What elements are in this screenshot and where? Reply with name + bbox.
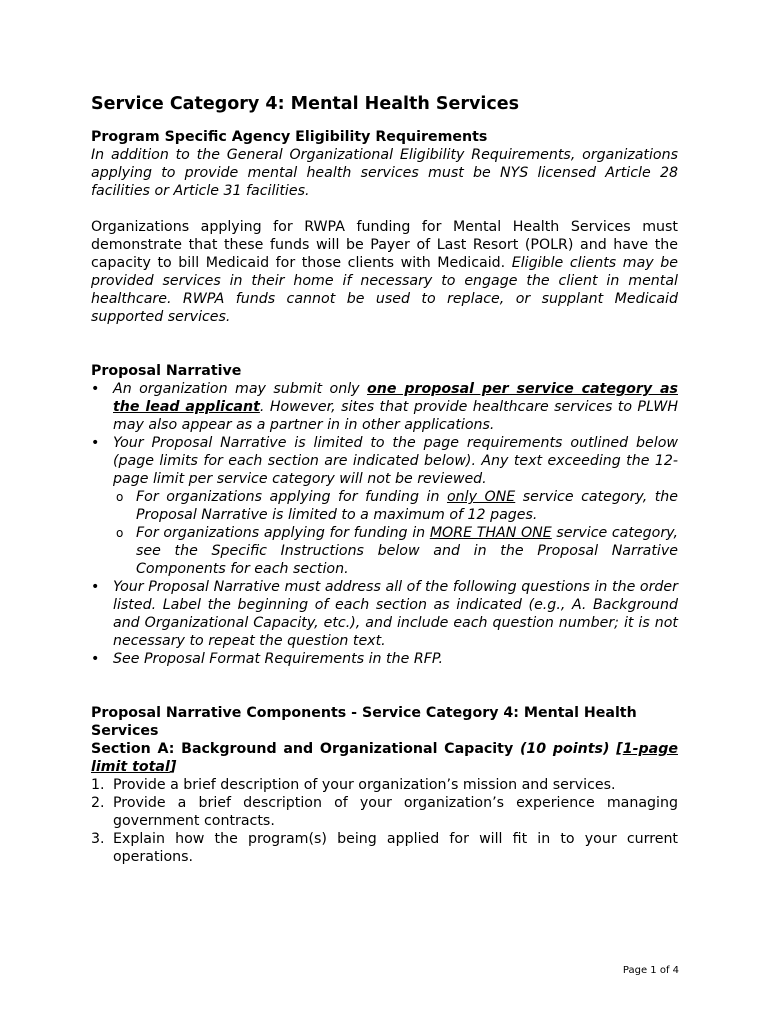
bullet-text: See Proposal Format Requirements in the RFP. — [113, 651, 443, 667]
list-item — [91, 830, 678, 866]
components-heading: Proposal Narrative Components - Service Category 4: Mental Health Services — [91, 705, 637, 739]
bullet-text-emphasis: one proposal per service category as the lead applicant — [113, 381, 678, 415]
bullet-marker: • — [91, 381, 100, 397]
bullet-marker: • — [91, 579, 100, 595]
sub-text-underline: only ONE — [446, 489, 516, 505]
sub-list-item — [91, 488, 678, 524]
bullet-text: Your Proposal Narrative is limited to the page requirements outlined below (page limits for each section are indicated below). Any text exceeding the 12-page limit per service category will not be reviewed. — [113, 435, 678, 487]
sub-bullet-marker: o — [116, 490, 124, 504]
eligibility-heading: Program Specific Agency Eligibility Requirements — [91, 129, 488, 145]
page-number-footer: Page 1 of 4 — [622, 965, 679, 976]
bullet-text: . However, sites that provide healthcare services to PLWH may also appear as a partner in in other applications. — [113, 399, 678, 433]
section-a-heading — [91, 740, 678, 776]
document-page — [91, 93, 678, 866]
list-item — [91, 776, 678, 794]
bullet-text: Your Proposal Narrative must address all of the following questions in the order listed. Label the beginning of each section as indicated (e.g., A. Background and Organizational Capacity, etc.), and include each question number; it is not necessary to repeat the question text. — [113, 579, 678, 649]
list-item — [91, 794, 678, 830]
funding-paragraph — [91, 218, 678, 326]
proposal-narrative-heading: Proposal Narrative — [91, 363, 242, 379]
sub-bullet-marker: o — [116, 526, 124, 540]
sub-text-underline: MORE THAN ONE — [429, 525, 552, 541]
sub-text: service category, the Proposal Narrative is limited to a maximum of 12 pages. — [136, 489, 679, 523]
section-a-points: (10 points) [ — [519, 741, 623, 757]
list-item — [91, 434, 678, 578]
item-text: Explain how the program(s) being applied for will fit in to your current operations. — [113, 831, 678, 865]
funding-text: Organizations applying for RWPA funding for Mental Health Services must demonstrate that these funds will be Payer of Last Resort (POLR) and have the capacity to bill Medicaid for those clients with Medicaid. — [91, 219, 678, 271]
sub-text: service category, see the Specific Instructions below and in the Proposal Narrative Components for each section. — [136, 525, 678, 577]
narrative-bullet-list — [91, 380, 678, 668]
list-item — [91, 578, 678, 650]
sub-text: For organizations applying for funding in — [136, 525, 430, 541]
eligibility-paragraph: In addition to the General Organizational Eligibility Requirements, organizations applying to provide mental health services must be NYS licensed Article 28 facilities or Article 31 facilities. — [91, 147, 678, 199]
sub-list — [91, 488, 678, 578]
item-number: 2. — [91, 795, 105, 811]
funding-text-italic: Eligible clients may be provided services in their home if necessary to engage the client in mental healthcare. RWPA funds cannot be used to replace, or supplant Medicaid supported services. — [91, 255, 678, 325]
bullet-marker: • — [91, 651, 100, 667]
item-text: Provide a brief description of your organization’s mission and services. — [113, 777, 616, 793]
section-a-question-list — [91, 776, 678, 866]
item-text: Provide a brief description of your organization’s experience managing government contracts. — [113, 795, 678, 829]
bullet-marker: • — [91, 435, 100, 451]
list-item — [91, 650, 678, 668]
list-item — [91, 380, 678, 434]
item-number: 1. — [91, 777, 105, 793]
bullet-text: An organization may submit only — [113, 381, 367, 397]
section-a-close: ] — [169, 759, 177, 775]
sub-text: For organizations applying for funding in — [136, 489, 447, 505]
page-title: Service Category 4: Mental Health Services — [91, 94, 520, 114]
sub-list-item — [91, 524, 678, 578]
section-a-page-limit: 1-page limit total — [91, 741, 678, 775]
item-number: 3. — [91, 831, 105, 847]
section-a-label: Section A: Background and Organizational Capacity — [91, 741, 520, 757]
